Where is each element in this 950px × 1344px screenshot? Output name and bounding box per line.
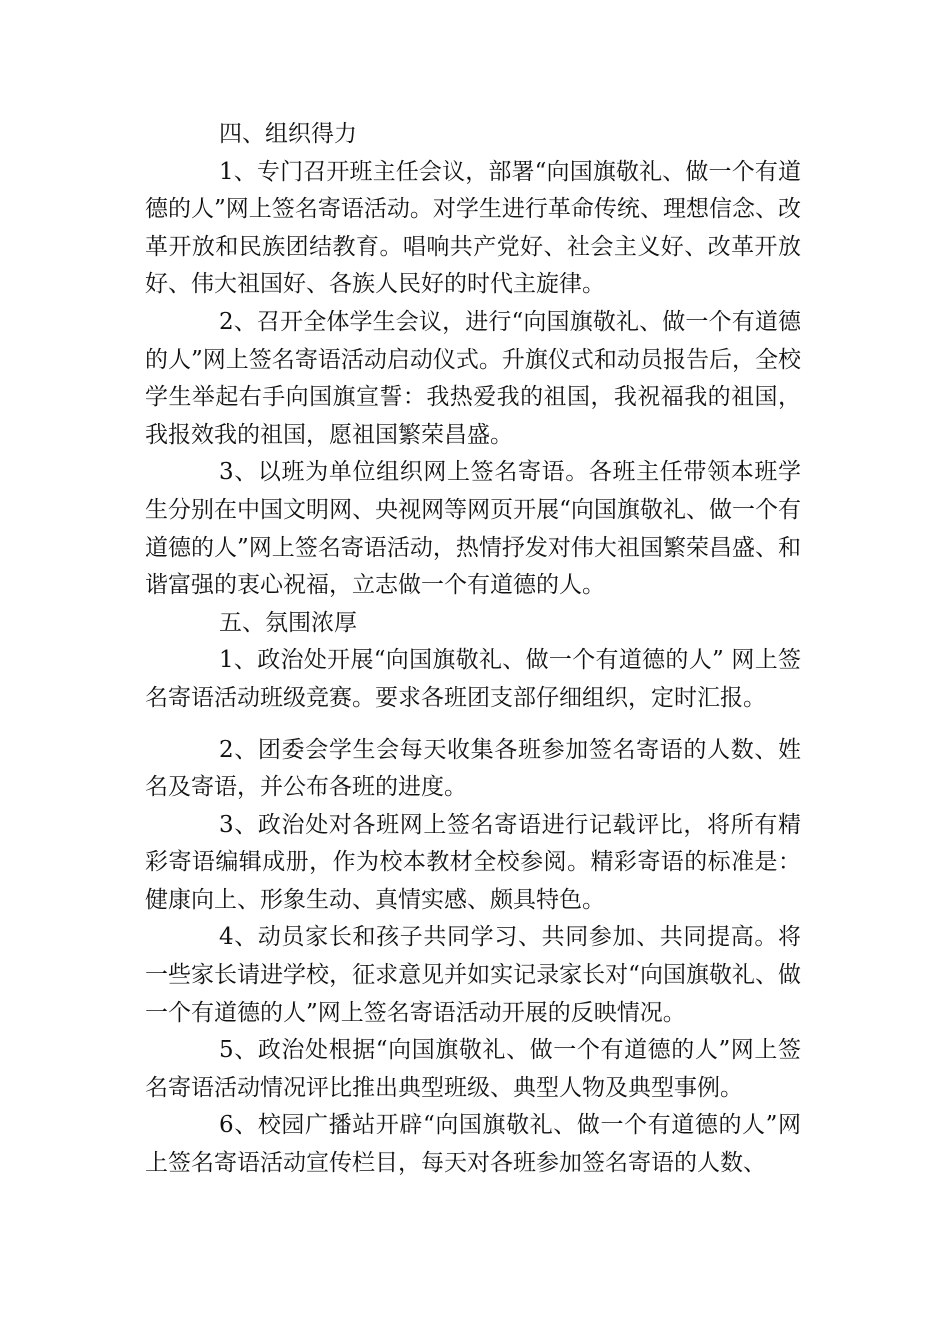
document-body <box>145 116 801 1183</box>
paragraph-org-3: 3、以班为单位组织网上签名寄语。各班主任带领本班学生分别在中国文明网、央视网等网页开展“向国旗敬礼、做一个有道德的人”网上签名寄语活动，热情抒发对伟大祖国繁荣昌盛、和谐富强的衷心祝福，立志做一个有道德的人。 <box>145 459 801 599</box>
section-heading-organization: 四、组织得力 <box>219 121 357 147</box>
section-heading-atmosphere: 五、氛围浓厚 <box>219 609 357 636</box>
paragraph-atm-6: 6、校园广播站开辟“向国旗敬礼、做一个有道德的人”网上签名寄语活动宣传栏目，每天对各班参加签名寄语的人数、 <box>145 1112 801 1177</box>
paragraph-atm-1: 1、政治处开展“向国旗敬礼、做一个有道德的人” 网上签名寄语活动班级竞赛。要求各班团支部仔细组织，定时汇报。 <box>145 647 801 711</box>
paragraph-atm-5: 5、政治处根据“向国旗敬礼、做一个有道德的人”网上签名寄语活动情况评比推出典型班级、典型人物及典型事例。 <box>145 1037 801 1101</box>
paragraph-atm-3: 3、政治处对各班网上签名寄语进行记载评比，将所有精彩寄语编辑成册，作为校本教材全校参阅。精彩寄语的标准是：健康向上、形象生动、真情实感、颇具特色。 <box>145 811 801 913</box>
paragraph-atm-4: 4、动员家长和孩子共同学习、共同参加、共同提高。将一些家长请进学校，征求意见并如实记录家长对“向国旗敬礼、做一个有道德的人”网上签名寄语活动开展的反映情况。 <box>145 924 801 1026</box>
paragraph-org-1: 1、专门召开班主任会议，部署“向国旗敬礼、做一个有道德的人”网上签名寄语活动。对学生进行革命传统、理想信念、改革开放和民族团结教育。唱响共产党好、社会主义好、改革开放好、伟大祖国好、各族人民好的时代主旋律。 <box>145 158 801 298</box>
paragraph-atm-2: 2、团委会学生会每天收集各班参加签名寄语的人数、姓名及寄语，并公布各班的进度。 <box>145 736 801 801</box>
paragraph-org-2: 2、召开全体学生会议，进行“向国旗敬礼、做一个有道德的人”网上签名寄语活动启动仪式。升旗仪式和动员报告后，全校学生举起右手向国旗宣誓：我热爱我的祖国，我祝福我的祖国，我报效我的祖国，愿祖国繁荣昌盛。 <box>145 308 801 448</box>
